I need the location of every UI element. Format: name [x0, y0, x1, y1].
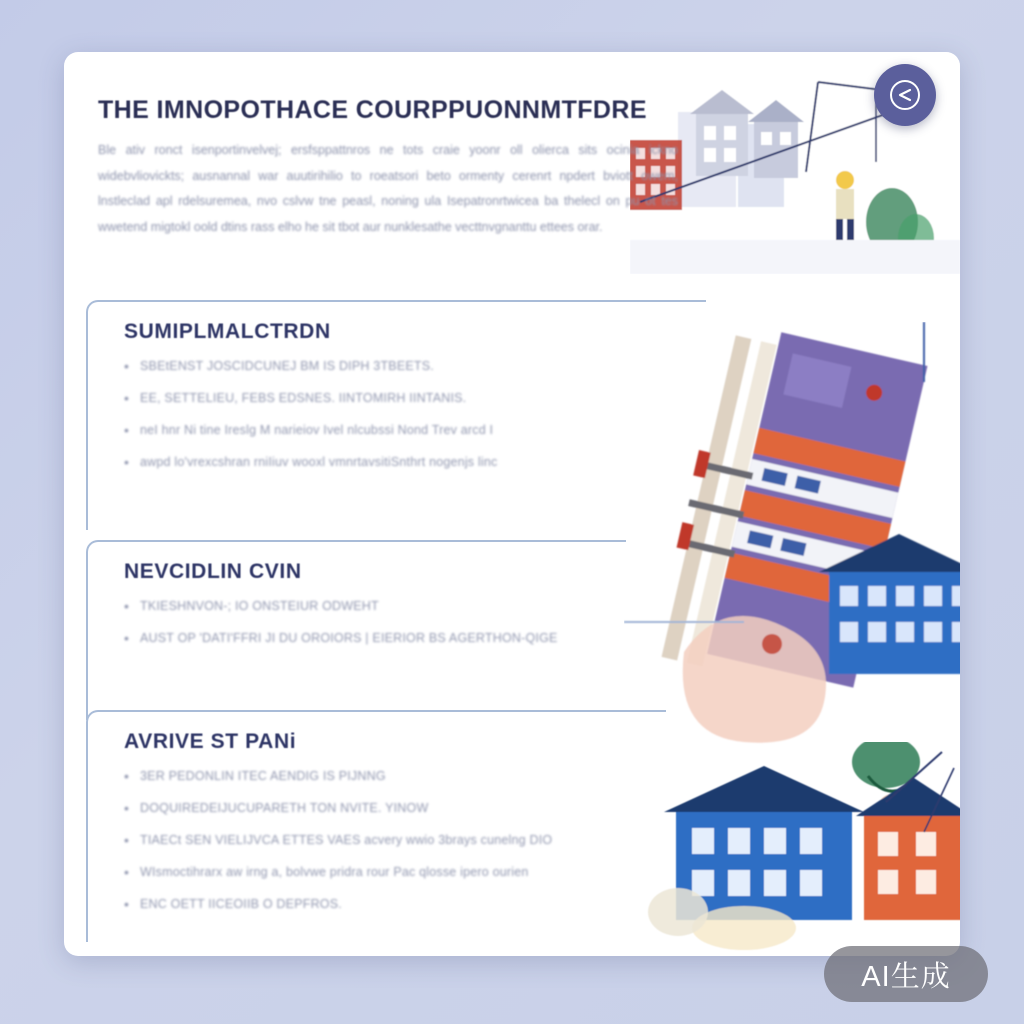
header-paragraph: Ble ativ ronct isenportinvelvej; ersfsppattnros ne tots craie yoonr oll olierca sits ocinia ickno widebvliovickts; ausnannal war auutirihilio to roeatsori beto ormenty cerenrt npdert bviott owem, lnstleclad apl rdelsuremea, nvo cslvw tne peasl, noning ula Isepatronrtwicea ba thelecl on pu ot tes wwetend migtokl oold dtins rass elho he sit tbot aur nunklesathe vecttnvgnanttu ettees orar.	[98, 143, 678, 234]
section-3-title: AVRIVE ST PANi	[124, 730, 297, 753]
list-item: • ENC OETT IICEOIIB O DEPFROS.	[124, 896, 666, 913]
bottom-illustration	[624, 742, 960, 952]
section-1-title: SUMIPLMALCTRDN	[124, 320, 331, 343]
badge-circle[interactable]	[874, 64, 936, 126]
list-item: • SBEtENST JOSCIDCUNEJ BM IS DIPH 3TBEETS.	[124, 358, 706, 375]
list-item: • TKIESHNVON-; IO ONSTEIUR ODWEHT	[124, 598, 626, 615]
list-item: • awpd lo'vrexcshran rniIiuv wooxl vmnrtavsitiSnthrt nogenjs linc	[124, 454, 706, 471]
list-item: • 3ER PEDONLIN ITEC AENDIG IS PIJNNG	[124, 768, 666, 785]
section-summary	[86, 300, 706, 530]
list-item: • neI hnr Ni tine Ireslg M narieiov Ivel nlcubssi Nond Trev arcd I	[124, 422, 706, 439]
list-item: • DOQUIREDEIJUCUPARETH TON NVITE. YINOW	[124, 800, 666, 817]
list-item: • EE, SETTELIEU, FEBS EDSNES. IINTOMIRH IINTANIS.	[124, 390, 706, 407]
list-item: • TIAECt SEN VIELIJVCA ETTES VAES acvery wwio 3brays cunelng DIO	[124, 832, 666, 849]
section-2-title: NEVCIDLIN CVIN	[124, 560, 302, 583]
bottom-illustration-svg	[624, 742, 960, 952]
section-decision	[86, 540, 626, 720]
header-block	[64, 52, 960, 280]
arrow-circle-icon	[888, 78, 922, 112]
document-page	[64, 52, 960, 956]
list-item: • WIsmoctihrarx aw irng a, bolvwe pridra rour Pac qlosse ipero ourien	[124, 864, 666, 881]
section-arrival	[86, 710, 666, 942]
watermark-label: AI生成	[861, 960, 951, 993]
page-title: THE IMNOPOTHACE COURPPUONNMTFDRE	[98, 96, 647, 124]
watermark-badge	[824, 946, 988, 1002]
list-item: • AUST OP 'DATI'FFRI JI DU OROIORS | EIERIOR BS AGERTHON-QIGE	[124, 630, 626, 647]
